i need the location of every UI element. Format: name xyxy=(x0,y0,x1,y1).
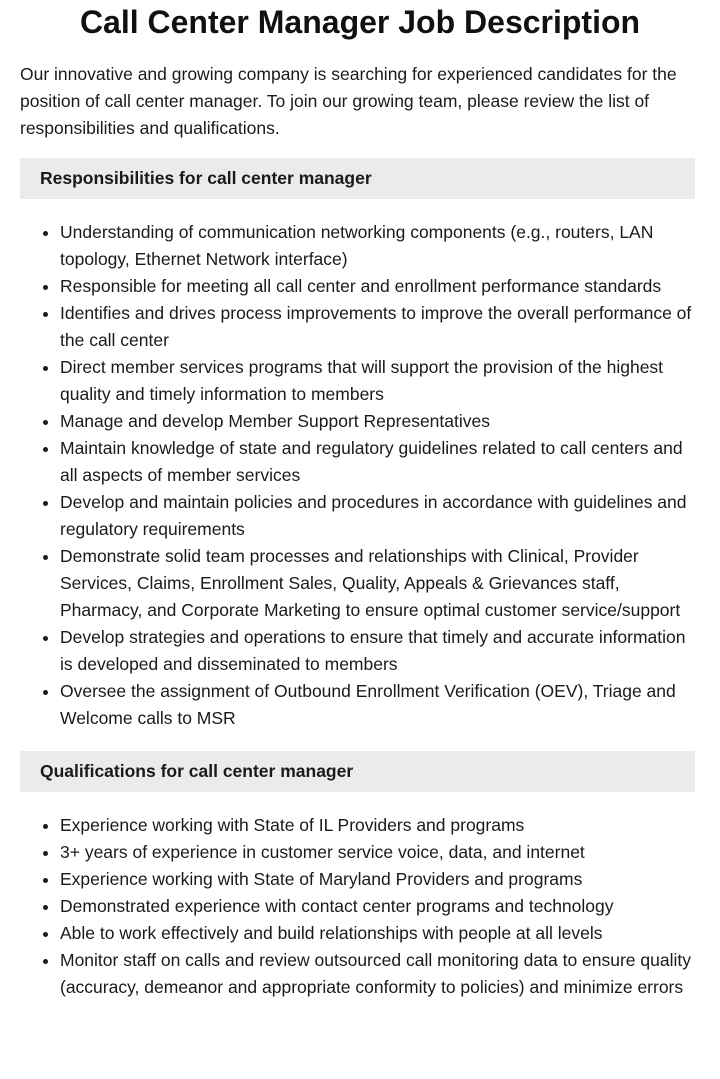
list-item: • Experience working with State of IL Providers and programs xyxy=(60,812,700,839)
list-item: • Monitor staff on calls and review outsourced call monitoring data to ensure quality (accuracy, demeanor and appropriate conformity to policies) and minimize errors xyxy=(60,947,700,1001)
list-item: • Develop strategies and operations to ensure that timely and accurate information is developed and disseminated to members xyxy=(60,624,700,678)
list-item: • Experience working with State of Maryland Providers and programs xyxy=(60,866,700,893)
list-item: • Demonstrated experience with contact center programs and technology xyxy=(60,893,700,920)
list-item: • Understanding of communication networking components (e.g., routers, LAN topology, Ethernet Network interface) xyxy=(60,219,700,273)
list-item: • Demonstrate solid team processes and relationships with Clinical, Provider Services, Claims, Enrollment Sales, Quality, Appeals & Grievances staff, Pharmacy, and Corporate Marketing to ensure optimal customer service/support xyxy=(60,543,700,624)
page-title: Call Center Manager Job Description xyxy=(79,4,641,40)
list-item: • Identifies and drives process improvements to improve the overall performance of the call center xyxy=(60,300,700,354)
intro-paragraph: Our innovative and growing company is searching for experienced candidates for the position of call center manager. To join our growing team, please review the list of responsibilities and qualifications. xyxy=(20,64,677,138)
list-item: • Able to work effectively and build relationships with people at all levels xyxy=(60,920,700,947)
responsibilities-list xyxy=(0,219,700,732)
responsibilities-heading: Responsibilities for call center manager xyxy=(20,158,695,199)
qualifications-list xyxy=(0,812,700,1001)
qualifications-heading: Qualifications for call center manager xyxy=(20,751,695,792)
list-item: • 3+ years of experience in customer service voice, data, and internet xyxy=(60,839,700,866)
list-item: • Maintain knowledge of state and regulatory guidelines related to call centers and all aspects of member services xyxy=(60,435,700,489)
list-item: • Manage and develop Member Support Representatives xyxy=(60,408,700,435)
list-item: • Develop and maintain policies and procedures in accordance with guidelines and regulatory requirements xyxy=(60,489,700,543)
list-item: • Direct member services programs that will support the provision of the highest quality and timely information to members xyxy=(60,354,700,408)
list-item: • Responsible for meeting all call center and enrollment performance standards xyxy=(60,273,700,300)
list-item: • Oversee the assignment of Outbound Enrollment Verification (OEV), Triage and Welcome calls to MSR xyxy=(60,678,700,732)
